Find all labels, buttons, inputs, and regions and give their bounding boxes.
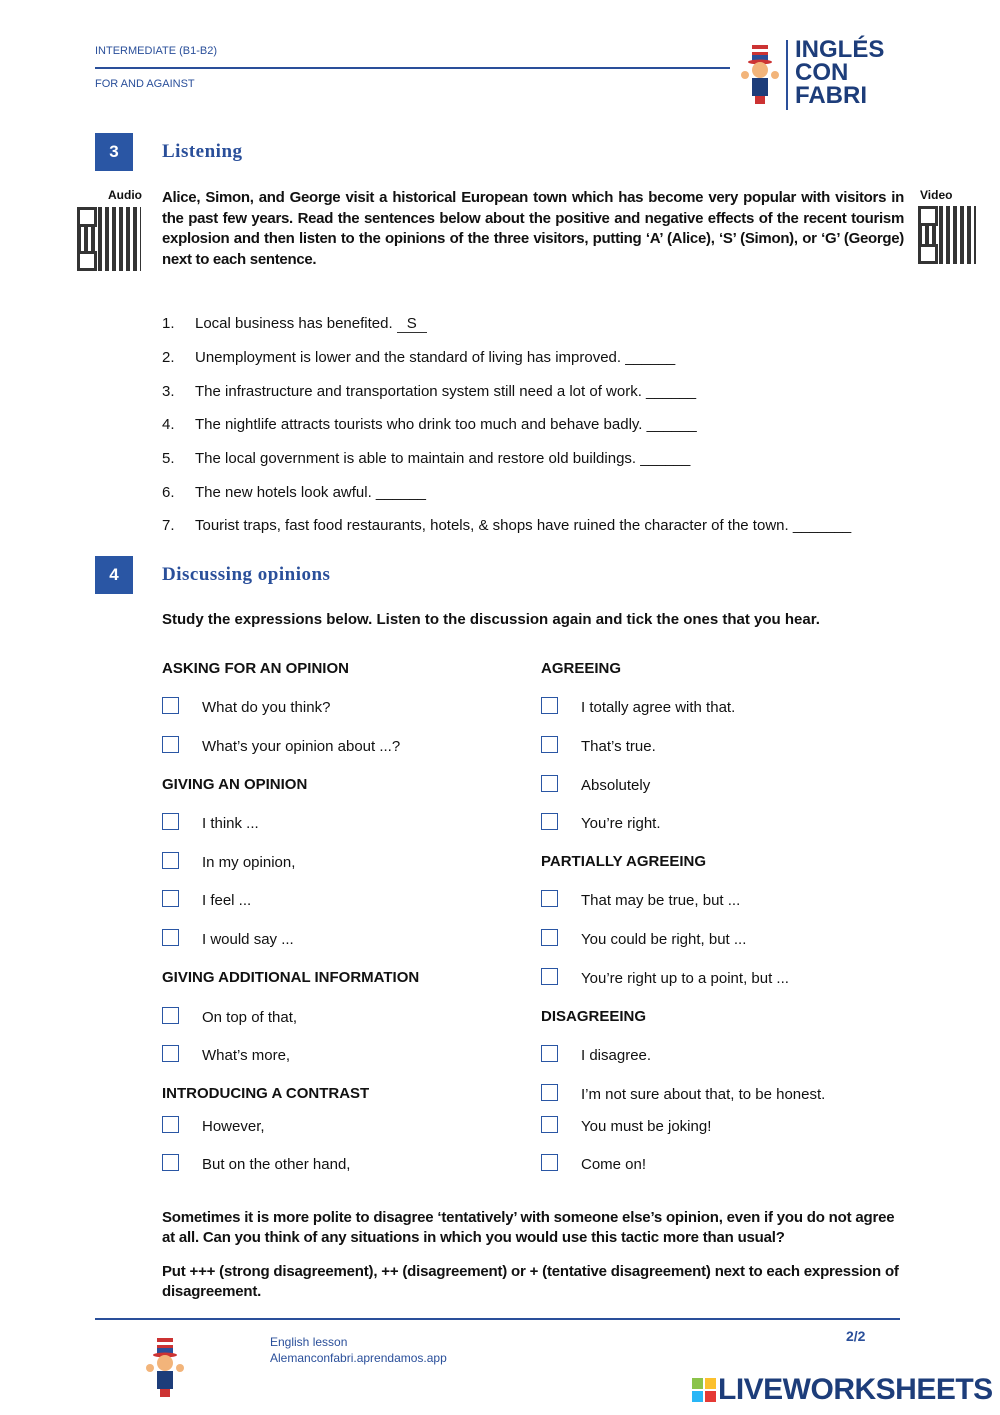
- video-qr-code[interactable]: [918, 206, 976, 264]
- expression-label: I would say ...: [202, 931, 294, 948]
- expression-checkbox[interactable]: [162, 1007, 179, 1024]
- expression-checkbox[interactable]: [541, 1045, 558, 1062]
- expression-label: What do you think?: [202, 699, 331, 716]
- expression-label: I disagree.: [581, 1047, 652, 1064]
- live-logo-icon: [692, 1378, 716, 1402]
- expression-label: However,: [202, 1118, 265, 1135]
- expression-checkbox[interactable]: [541, 736, 558, 753]
- expression-checkbox[interactable]: [162, 1116, 179, 1133]
- item-number: 2.: [162, 349, 175, 366]
- listening-instructions: Alice, Simon, and George visit a historical European town which has become very popular with visitors in the past few years. Read the sentences below about the positive and negative effects of the recent tourism explosion and then listen to the opinions of the three visitors, putting ‘A’ (Alice), ‘S’ (Simon), or ‘G’ (George) next to each sentence.: [162, 189, 904, 268]
- item-number: 1.: [162, 315, 175, 332]
- level-label: INTERMEDIATE (B1-B2): [95, 45, 218, 57]
- mascot-logo-icon: [740, 45, 780, 105]
- expression-checkbox[interactable]: [162, 852, 179, 869]
- category-heading: GIVING ADDITIONAL INFORMATION: [162, 969, 420, 986]
- item-text: The new hotels look awful. ______: [195, 484, 426, 501]
- expression-label: Absolutely: [581, 777, 651, 794]
- item-number: 3.: [162, 383, 175, 400]
- footer-divider: [95, 1318, 900, 1320]
- liveworksheets-brand: LIVEWORKSHEETS: [718, 1373, 993, 1406]
- answer-field[interactable]: S: [397, 315, 427, 333]
- category-heading: GIVING AN OPINION: [162, 776, 308, 793]
- item-number: 4.: [162, 416, 175, 433]
- category-heading: PARTIALLY AGREEING: [541, 853, 707, 870]
- item-number: 7.: [162, 517, 175, 534]
- expression-checkbox[interactable]: [541, 813, 558, 830]
- expression-label: But on the other hand,: [202, 1156, 351, 1173]
- item-text: The infrastructure and transportation system still need a lot of work. ______: [195, 383, 697, 400]
- expression-label: What’s more,: [202, 1047, 291, 1064]
- expression-label: That’s true.: [581, 738, 656, 755]
- expression-checkbox[interactable]: [541, 1084, 558, 1101]
- category-heading: ASKING FOR AN OPINION: [162, 660, 349, 677]
- tentative-question: Sometimes it is more polite to disagree ‘tentatively’ with someone else’s opinion, even if you do not agree at all. Can you think of any situations in which you would use this tactic more than usual?: [162, 1209, 895, 1246]
- video-label: Video: [920, 188, 953, 202]
- expression-label: What’s your opinion about ...?: [202, 738, 401, 755]
- expression-label: I think ...: [202, 815, 259, 832]
- expression-checkbox[interactable]: [162, 697, 179, 714]
- section-title: Listening: [162, 141, 243, 162]
- expression-label: In my opinion,: [202, 854, 296, 871]
- expression-label: That may be true, but ...: [581, 892, 741, 909]
- expression-label: You’re right up to a point, but ...: [581, 970, 789, 987]
- expression-checkbox[interactable]: [541, 1154, 558, 1171]
- expression-checkbox[interactable]: [162, 1045, 179, 1062]
- topic-label: FOR AND AGAINST: [95, 78, 195, 90]
- section-number: 3: [95, 133, 133, 171]
- expression-checkbox[interactable]: [541, 697, 558, 714]
- expression-label: You must be joking!: [581, 1118, 712, 1135]
- header-divider: [95, 67, 730, 69]
- category-heading: INTRODUCING A CONTRAST: [162, 1085, 370, 1102]
- brand-logo: INGLÉS CON FABRI: [795, 36, 885, 109]
- page-number: 2/2: [846, 1328, 866, 1344]
- logo-divider: [786, 40, 788, 110]
- expression-checkbox[interactable]: [162, 813, 179, 830]
- category-heading: AGREEING: [541, 660, 622, 677]
- expression-checkbox[interactable]: [162, 736, 179, 753]
- expression-label: You’re right.: [581, 815, 661, 832]
- expression-checkbox[interactable]: [541, 968, 558, 985]
- footer-url[interactable]: Alemanconfabri.aprendamos.app: [270, 1351, 447, 1365]
- expression-checkbox[interactable]: [162, 929, 179, 946]
- expression-checkbox[interactable]: [541, 929, 558, 946]
- expression-checkbox[interactable]: [162, 890, 179, 907]
- audio-qr-code[interactable]: [77, 207, 141, 271]
- disagreement-task: Put +++ (strong disagreement), ++ (disagreement) or + (tentative disagreement) next to each expression of disagreement.: [162, 1263, 899, 1300]
- category-heading: DISAGREEING: [541, 1008, 647, 1025]
- expression-checkbox[interactable]: [541, 890, 558, 907]
- discussion-instructions: Study the expressions below. Listen to the discussion again and tick the ones that you hear.: [162, 611, 820, 628]
- mascot-icon: [145, 1333, 185, 1403]
- expression-checkbox[interactable]: [162, 1154, 179, 1171]
- audio-label: Audio: [108, 188, 142, 202]
- expression-label: You could be right, but ...: [581, 931, 747, 948]
- item-number: 6.: [162, 484, 175, 501]
- expression-checkbox[interactable]: [541, 1116, 558, 1133]
- expression-label: I’m not sure about that, to be honest.: [581, 1086, 826, 1103]
- item-text: Tourist traps, fast food restaurants, hotels, & shops have ruined the character of the town. _______: [195, 517, 852, 534]
- expression-label: Come on!: [581, 1156, 647, 1173]
- section-title: Discussing opinions: [162, 564, 331, 585]
- item-text: The local government is able to maintain and restore old buildings. ______: [195, 450, 691, 467]
- expression-label: On top of that,: [202, 1009, 298, 1026]
- section-number: 4: [95, 556, 133, 594]
- item-number: 5.: [162, 450, 175, 467]
- expression-label: I feel ...: [202, 892, 252, 909]
- expression-checkbox[interactable]: [541, 775, 558, 792]
- footer-lesson: English lesson: [270, 1335, 348, 1349]
- item-text: Unemployment is lower and the standard of living has improved. ______: [195, 349, 676, 366]
- expression-label: I totally agree with that.: [581, 699, 736, 716]
- item-text: Local business has benefited. S: [195, 315, 427, 333]
- item-text: The nightlife attracts tourists who drink too much and behave badly. ______: [195, 416, 697, 433]
